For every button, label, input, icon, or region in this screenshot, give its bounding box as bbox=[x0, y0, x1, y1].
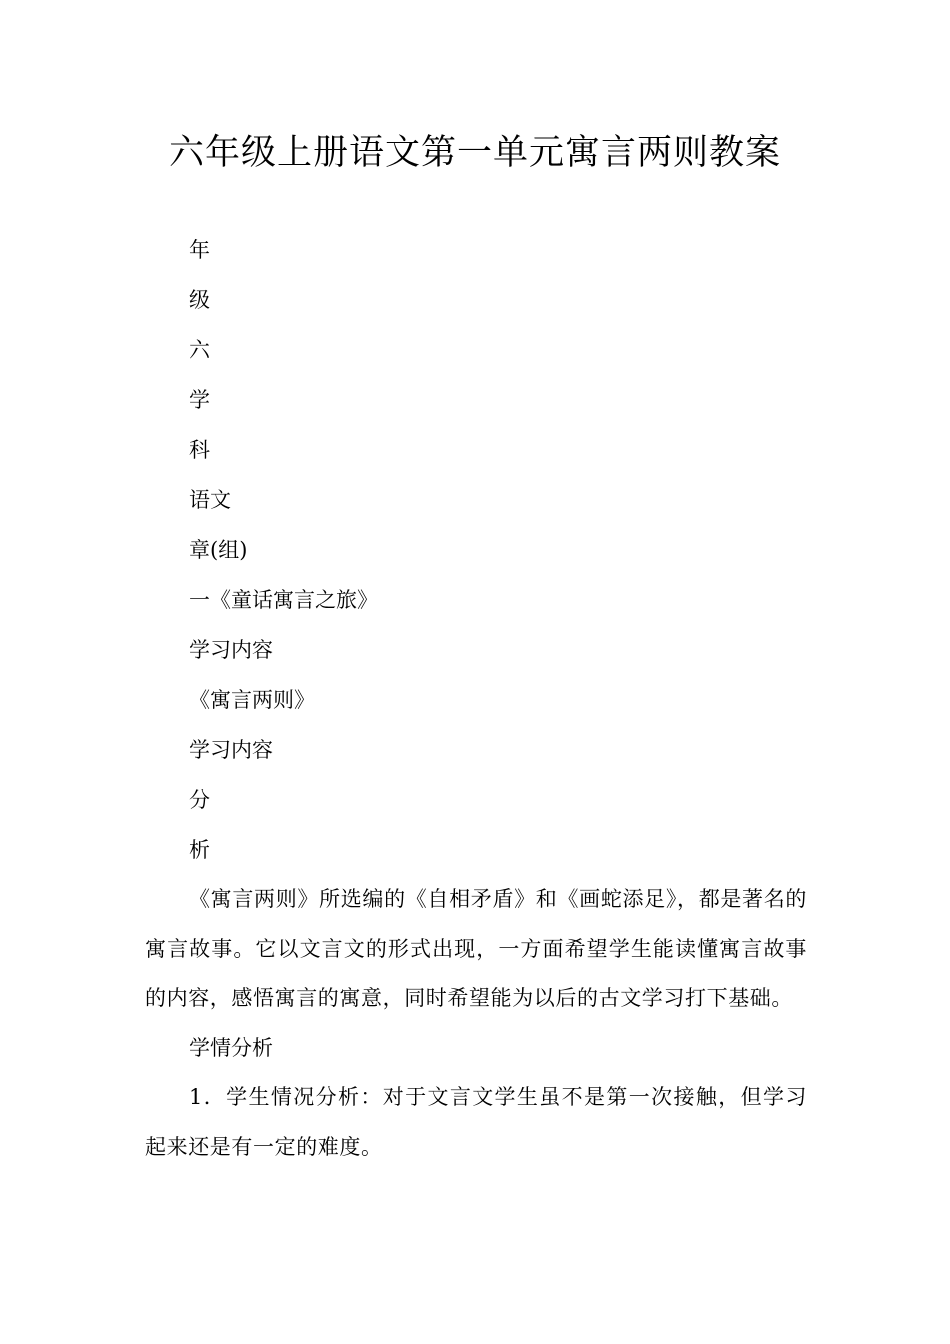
document-title: 六年级上册语文第一单元寓言两则教案 bbox=[168, 133, 781, 173]
learning-situation-item: 1．学生情况分析：对于文言文学生虽不是第一次接触，但学习起来还是有一定的难度。 bbox=[145, 1085, 807, 1159]
info-line: 学习内容 bbox=[189, 638, 273, 662]
learning-situation-heading: 学情分析 bbox=[189, 1035, 273, 1060]
info-line: 学习内容 bbox=[189, 738, 273, 762]
info-line: 一《童话寓言之旅》 bbox=[189, 588, 378, 612]
content-analysis-paragraph: 《寓言两则》所选编的《自相矛盾》和《画蛇添足》，都是著名的寓言故事。它以文言文的形式出现，一方面希望学生能读懂寓言故事的内容，感悟寓言的寓意，同时希望能为以后的古文学习打下基础。 bbox=[145, 887, 807, 1010]
document-body bbox=[0, 225, 950, 1172]
info-line: 级 bbox=[189, 288, 210, 312]
info-line: 科 bbox=[189, 438, 210, 462]
info-line: 年 bbox=[189, 238, 210, 262]
info-line: 学 bbox=[189, 388, 210, 412]
info-line: 语文 bbox=[189, 488, 231, 512]
info-line: 《寓言两则》 bbox=[189, 688, 315, 712]
info-line: 六 bbox=[189, 338, 210, 362]
info-line: 章(组) bbox=[189, 538, 248, 562]
info-line: 析 bbox=[189, 838, 210, 862]
info-line: 分 bbox=[189, 788, 210, 812]
